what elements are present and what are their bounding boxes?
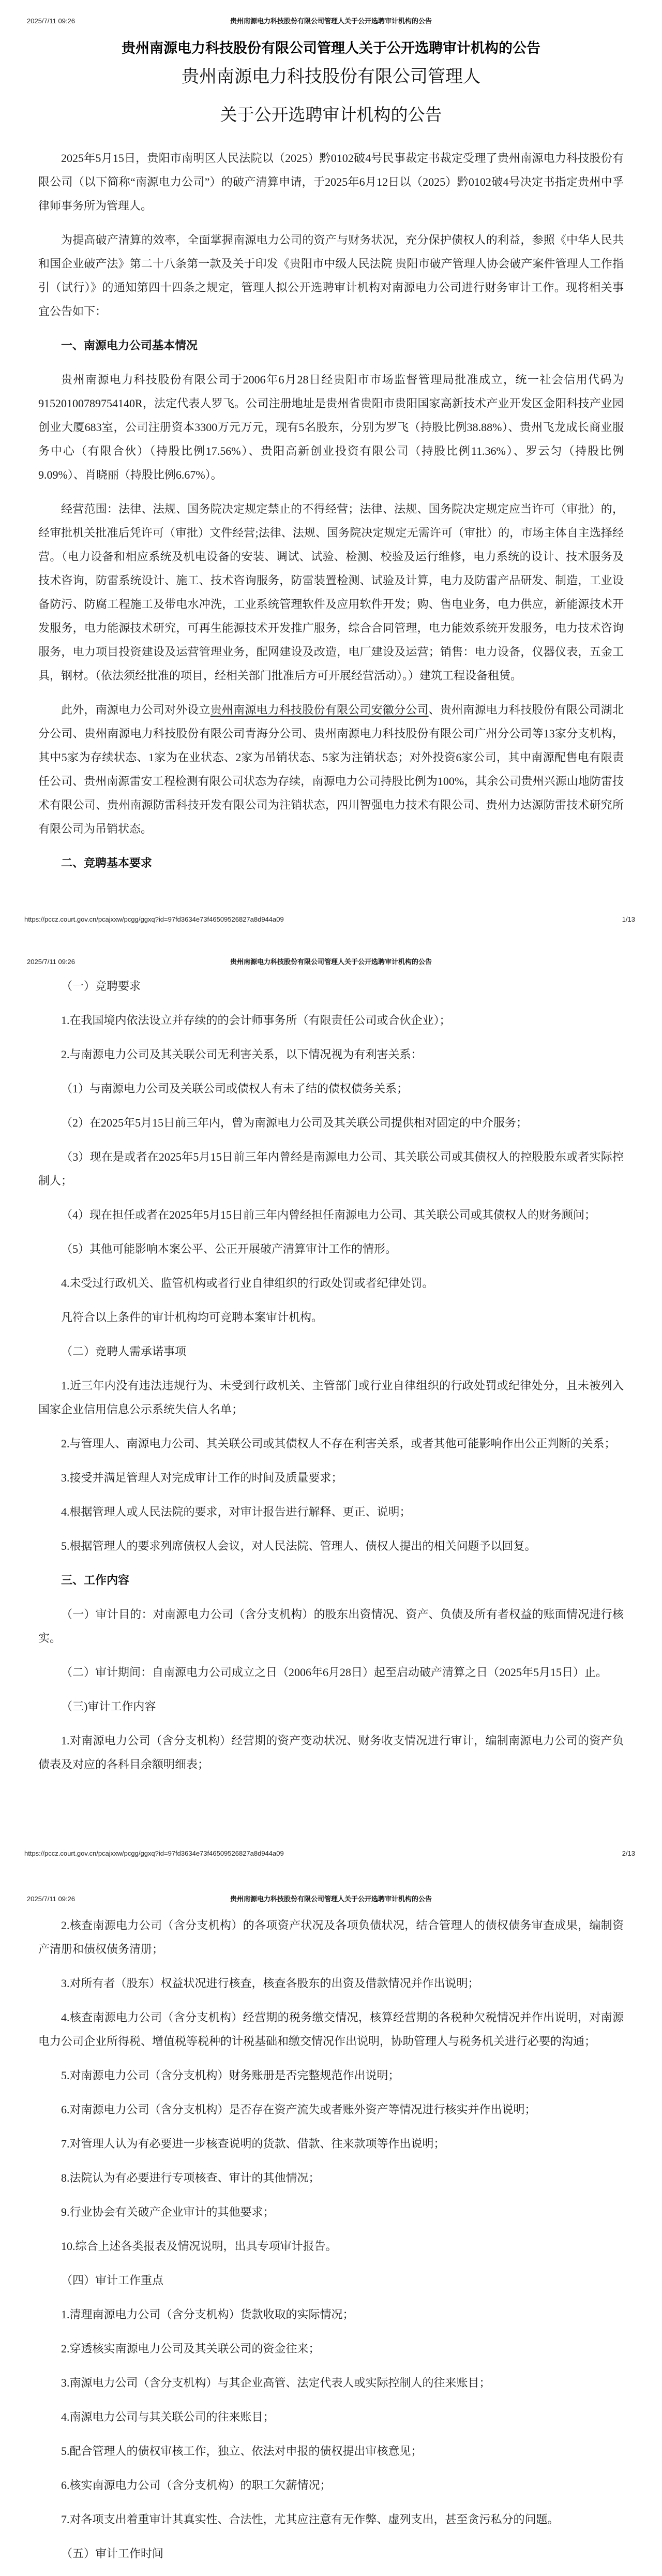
paragraph: 7.对各项支出着重审计其真实性、合法性，尤其应注意有无作弊、虚列支出，甚至贪污私分的问题。 <box>61 2513 559 2526</box>
paragraph: 3.南源电力公司（含分支机构）与其企业高管、法定代表人或实际控制人的往来账目； <box>61 2376 491 2389</box>
document-page-2 <box>0 939 662 1873</box>
paragraph: 3.接受并满足管理人对完成审计工作的时间及质量要求； <box>61 1471 343 1484</box>
paragraph: （二）竞聘人需承诺事项 <box>61 1345 187 1358</box>
paragraph: （三)审计工作内容 <box>61 1700 156 1713</box>
paragraph: 5.对南源电力公司（含分支机构）财务账册是否完整规范作出说明； <box>61 2069 400 2082</box>
paragraph: 6.对南源电力公司（含分支机构）是否存在资产流失或者账外资产等情况进行核实并作出说明； <box>61 2103 536 2116</box>
section-heading: 一、南源电力公司基本情况 <box>61 339 198 352</box>
paragraph: 5.根据管理人的要求列席债权人会议，对人民法院、管理人、债权人提出的相关问题予以回复。 <box>61 1539 536 1552</box>
paragraph: 7.对管理人认为有必要进一步核查说明的货款、借款、往来款项等作出说明； <box>61 2137 445 2150</box>
paragraph: 10.综合上述各类报表及情况说明，出具专项审计报告。 <box>61 2240 337 2253</box>
paragraph: 4.南源电力公司与其关联公司的往来账目； <box>61 2410 275 2423</box>
paragraph: 3.对所有者（股东）权益状况进行核查，核查各股东的出资及借款情况并作出说明； <box>61 1977 479 1990</box>
paragraph: 2025年5月15日，贵阳市南明区人民法院以（2025）黔0102破4号民事裁定书裁定受理了贵州南源电力科技股份有限公司（以下简称“南源电力公司”）的破产清算申请，于2025年6月12日以（2025）黔0102破4号决定书指定贵州中孚律师事务所为管理人。 <box>38 152 624 212</box>
paragraph: 6.核实南源电力公司（含分支机构）的职工欠薪情况； <box>61 2479 332 2492</box>
paragraph: （2）在2025年5月15日前三年内，曾为南源电力公司及其关联公司提供相对固定的中介服务； <box>61 1116 528 1129</box>
paragraph: 凡符合以上条件的审计机构均可竞聘本案审计机构。 <box>61 1311 323 1324</box>
document-subtitle-line2: 关于公开选聘审计机构的公告 <box>220 106 442 125</box>
paragraph: 1.对南源电力公司（含分支机构）经营期的资产变动状况、财务收支情况进行审计，编制南源电力公司的资产负债表及对应的各科目余额明细表； <box>38 1734 624 1771</box>
header-doc-title: 贵州南源电力科技股份有限公司管理人关于公开选聘审计机构的公告 <box>230 1895 432 1903</box>
page-header <box>0 939 662 966</box>
document-title: 贵州南源电力科技股份有限公司管理人关于公开选聘审计机构的公告 <box>122 40 540 56</box>
section-heading: 二、竞聘基本要求 <box>61 856 153 869</box>
paragraph: （5）其他可能影响本案公平、公正开展破产清算审计工作的情形。 <box>61 1242 397 1255</box>
page-footer <box>0 1849 662 1857</box>
paragraph: （一）审计目的：对南源电力公司（含分支机构）的股东出资情况、资产、负债及所有者权益的账面情况进行核实。 <box>38 1608 624 1645</box>
footer-url: https://pccz.court.gov.cn/pcajxxw/pcgg/ggxq?id=97fd3634e73f46509526827a8d944a09 <box>24 915 284 923</box>
paragraph: （一）竞聘要求 <box>61 980 141 993</box>
document-page-1 <box>0 0 662 939</box>
paragraph: 为提高破产清算的效率，全面掌握南源电力公司的资产与财务状况，充分保护债权人的利益，参照《中华人民共和国企业破产法》第二十八条第一款及关于印发《贵阳市中级人民法院 贵阳市破产管理人协会破产案件管理人工作指引（试行）》的通知第四十四条之规定，管理人拟公开选聘审计机构对南源电力公司进行财务审计工作。现将相关事宜公告如下： <box>38 233 624 318</box>
header-doc-title: 贵州南源电力科技股份有限公司管理人关于公开选聘审计机构的公告 <box>230 17 432 25</box>
document-page-3 <box>0 1873 662 2576</box>
header-datetime: 2025/7/11 09:26 <box>27 17 76 25</box>
page-content <box>0 39 662 875</box>
paragraph: （五）审计工作时间 <box>61 2547 164 2560</box>
paragraph: 1.清理南源电力公司（含分支机构）货款收取的实际情况； <box>61 2308 354 2321</box>
paragraph: 4.核查南源电力公司（含分支机构）经营期的税务缴交情况，核算经营期的各税种欠税情况并作出说明，对南源电力公司企业所得税、增值税等税种的计税基础和缴交情况作出说明，协助管理人与税务机关进行必要的沟通； <box>38 2011 624 2048</box>
paragraph: 4.根据管理人或人民法院的要求，对审计报告进行解释、更正、说明； <box>61 1505 411 1518</box>
text-span: 此外，南源电力公司对外设立 <box>61 703 210 716</box>
page-header <box>0 1873 662 1903</box>
header-doc-title: 贵州南源电力科技股份有限公司管理人关于公开选聘审计机构的公告 <box>230 958 432 966</box>
paragraph: （四）审计工作重点 <box>61 2274 164 2287</box>
footer-url: https://pccz.court.gov.cn/pcajxxw/pcgg/ggxq?id=97fd3634e73f46509526827a8d944a09 <box>24 1849 284 1857</box>
paragraph: 5.配合管理人的债权审核工作，独立、依法对申报的债权提出审核意见； <box>61 2445 423 2457</box>
paragraph: （3）现在是或者在2025年5月15日前三年内曾经是南源电力公司、其关联公司或其债权人的控股股东或者实际控制人； <box>38 1150 624 1187</box>
footer-page-number: 1/13 <box>622 915 635 923</box>
paragraph: 9.行业协会有关破产企业审计的其他要求； <box>61 2205 275 2218</box>
document-subtitle-line1: 贵州南源电力科技股份有限公司管理人 <box>182 67 480 86</box>
page-header <box>0 0 662 25</box>
paragraph: （1）与南源电力公司及关联公司或债权人有未了结的债权债务关系； <box>61 1082 409 1095</box>
paragraph: 8.法院认为有必要进行专项核查、审计的其他情况； <box>61 2171 320 2184</box>
header-datetime: 2025/7/11 09:26 <box>27 1895 76 1903</box>
paragraph: 2.穿透核实南源电力公司及其关联公司的资金往来； <box>61 2342 320 2355</box>
paragraph: 2.与南源电力公司及其关联公司无利害关系，以下情况视为有利害关系： <box>61 1048 423 1061</box>
paragraph: 贵州南源电力科技股份有限公司于2006年6月28日经贵阳市市场监督管理局批准成立，统一社会信用代码为91520100789754140R，法定代表人罗飞。公司注册地址是贵州省贵阳市贵阳国家高新技术产业开发区金阳科技产业园创业大厦683室，公司注册资本3300万元万元，现有5名股东，分别为罗飞（持股比例38.88%）、贵州飞龙成长商业服务中心（有限合伙）（持股比例17.56%）、贵阳高新创业投资有限公司（持股比例11.36%）、罗云匀（持股比例9.09%）、肖晓丽（持股比例6.67%）。 <box>38 373 624 481</box>
paragraph: 2.与管理人、南源电力公司、其关联公司或其债权人不存在利害关系，或者其他可能影响作出公正判断的关系； <box>61 1437 616 1450</box>
page-content <box>0 966 662 1776</box>
text-span: 、贵州南源电力科技股份有限公司湖北分公司、贵州南源电力科技股份有限公司青海分公司、贵州南源电力科技股份有限公司广州分公司等13家分支机构，其中5家为存续状态、1家为在业状态、2家为吊销状态、5家为注销状态；对外投资6家公司，其中南源配售电有限责任公司、贵州南源雷安工程检测有限公司状态为存续，南源电力公司持股比例为100%，其余公司贵州兴源山地防雷技术有限公司、贵州南源防雷科技开发有限公司为注销状态，四川智强电力技术有限公司、贵州力达源防雷技术研究所有限公司为吊销状态。 <box>38 703 624 835</box>
header-datetime: 2025/7/11 09:26 <box>27 958 76 966</box>
paragraph: （4）现在担任或者在2025年5月15日前三年内曾经担任南源电力公司、其关联公司或其债权人的财务顾问； <box>61 1208 596 1221</box>
paragraph: 经营范围：法律、法规、国务院决定规定禁止的不得经营；法律、法规、国务院决定规定应当许可（审批）的，经审批机关批准后凭许可（审批）文件经营;法律、法规、国务院决定规定无需许可（审批）的，市场主体自主选择经营。（电力设备和相应系统及机电设备的安装、调试、试验、检测、校验及运行维修，电力系统的设计、技术服务及技术咨询，防雷系统设计、施工、技术咨询服务，防雷装置检测、试验及计算，电力及防雷产品研发、制造，工业设备防污、防腐工程施工及带电水冲洗，工业系统管理软件及应用软件开发；购、售电业务，电力供应，新能源技术开发服务，电力能源技术研究，可再生能源技术开发推广服务，综合合同管理，电力能效系统开发服务，电力技术咨询服务，电力项目投资建设及运营管理业务，配网建设及改造，电厂建设及运营；销售：电力设备，仪器仪表，五金工具，钢材。（依法须经批准的项目，经相关部门批准后方可开展经营活动）。）建筑工程设备租赁。 <box>38 502 624 682</box>
paragraph: 4.未受过行政机关、监管机构或者行业自律组织的行政处罚或者纪律处罚。 <box>61 1277 434 1290</box>
paragraph: 1.近三年内没有违法违规行为、未受到行政机关、主管部门或行业自律组织的行政处罚或纪律处分，且未被列入国家企业信用信息公示系统失信人名单； <box>38 1379 624 1416</box>
section-heading: 三、工作内容 <box>61 1574 130 1587</box>
paragraph: （二）审计期间：自南源电力公司成立之日（2006年6月28日）起至启动破产清算之日（2025年5月15日）止。 <box>61 1666 608 1679</box>
page-footer <box>0 915 662 923</box>
page-content <box>0 1903 662 2566</box>
paragraph: 1.在我国境内依法设立并存续的的会计师事务所（有限责任公司或合伙企业）； <box>61 1014 451 1027</box>
paragraph <box>38 698 624 841</box>
underlined-company-name: 贵州南源电力科技股份有限公司安徽分公司 <box>210 703 429 716</box>
paragraph: 2.核查南源电力公司（含分支机构）的各项资产状况及各项负债状况，结合管理人的债权债务审查成果，编制资产清册和债权债务清册； <box>38 1919 624 1956</box>
footer-page-number: 2/13 <box>622 1849 635 1857</box>
